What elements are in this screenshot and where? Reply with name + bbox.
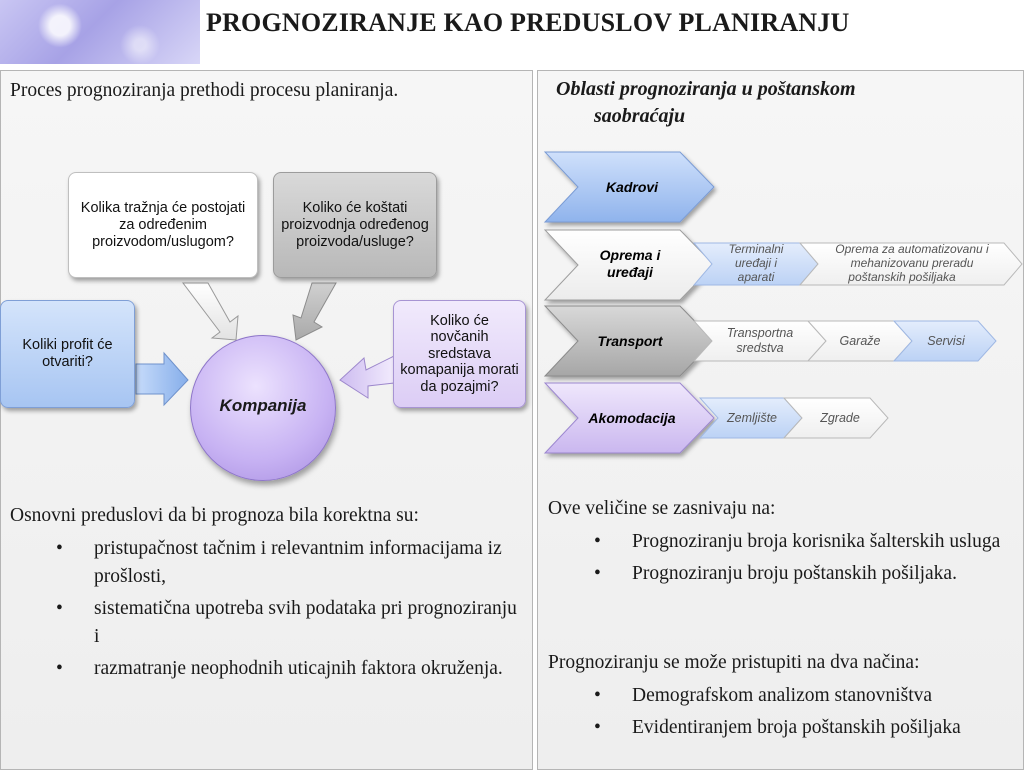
svg-text:Terminalni: Terminalni (728, 242, 784, 256)
diagram-center-label: Kompanija (219, 396, 307, 415)
list-item: • razmatranje neophodnih uticajnih faktora okruženja. (56, 655, 526, 683)
list-item: • pristupačnost tačnim i relevantnim informacijama iz prošlosti, (56, 535, 526, 591)
svg-text:sredstva: sredstva (736, 341, 784, 355)
diagram-box-demand: Kolika tražnja će postojati za određenim proizvodom/uslugom? (68, 172, 258, 278)
chevron-label: Transport (597, 333, 663, 349)
page-title: PROGNOZIRANJE KAO PREDUSLOV PLANIRANJU (206, 8, 850, 37)
subchevron-label: Zgrade (820, 411, 860, 425)
diagram-box-profit: Koliki profit će otvariti? (0, 300, 135, 408)
chevron-label: Akomodacija (588, 410, 676, 426)
list-item: • Prognoziranju broju poštanskih pošiljaka. (594, 560, 1004, 588)
approach-list (594, 682, 1004, 746)
chevron-label: Kadrovi (605, 179, 659, 195)
list-item: • Evidentiranjem broja poštanskih pošiljaka (594, 714, 1004, 742)
diagram-box-borrow: Koliko će novčanih sredstava komapanija morati da pozajmi? (393, 300, 526, 408)
svg-text:Oprema i: Oprema i (599, 247, 661, 263)
subchevron-label: Zemljište (726, 411, 778, 425)
svg-text:uređaji i: uređaji i (734, 256, 778, 270)
svg-text:mehanizovanu preradu: mehanizovanu preradu (850, 256, 974, 270)
approach-heading: Prognoziranju se može pristupiti na dva načina: (548, 652, 920, 673)
basis-list (594, 528, 1004, 592)
svg-text:Oprema za automatizovanu i: Oprema za automatizovanu i (835, 242, 989, 256)
intro-text: Proces prognoziranja prethodi procesu planiranja. (10, 80, 399, 101)
list-item: • Prognoziranju broja korisnika šalterskih usluga (594, 528, 1004, 556)
list-item: • sistematična upotreba svih podataka pri prognoziranju i (56, 595, 526, 651)
svg-text:poštanskih pošiljaka: poštanskih pošiljaka (848, 270, 956, 284)
svg-text:aparati: aparati (737, 270, 775, 284)
svg-text:Transportna: Transportna (726, 326, 794, 340)
svg-text:uređaji: uređaji (607, 264, 653, 280)
subchevron-label: Garaže (839, 334, 881, 348)
preconditions-heading: Osnovni preduslovi da bi prognoza bila korektna su: (10, 505, 419, 526)
list-item: • Demografskom analizom stanovništva (594, 682, 1004, 710)
subchevron-label: Servisi (927, 334, 965, 348)
diagram-box-cost: Koliko će koštati proizvodnja određenog proizvoda/usluge? (273, 172, 437, 278)
areas-heading: Oblasti prognoziranja u poštanskom saobraćaju (556, 78, 856, 127)
basis-heading: Ove veličine se zasnivaju na: (548, 498, 776, 519)
